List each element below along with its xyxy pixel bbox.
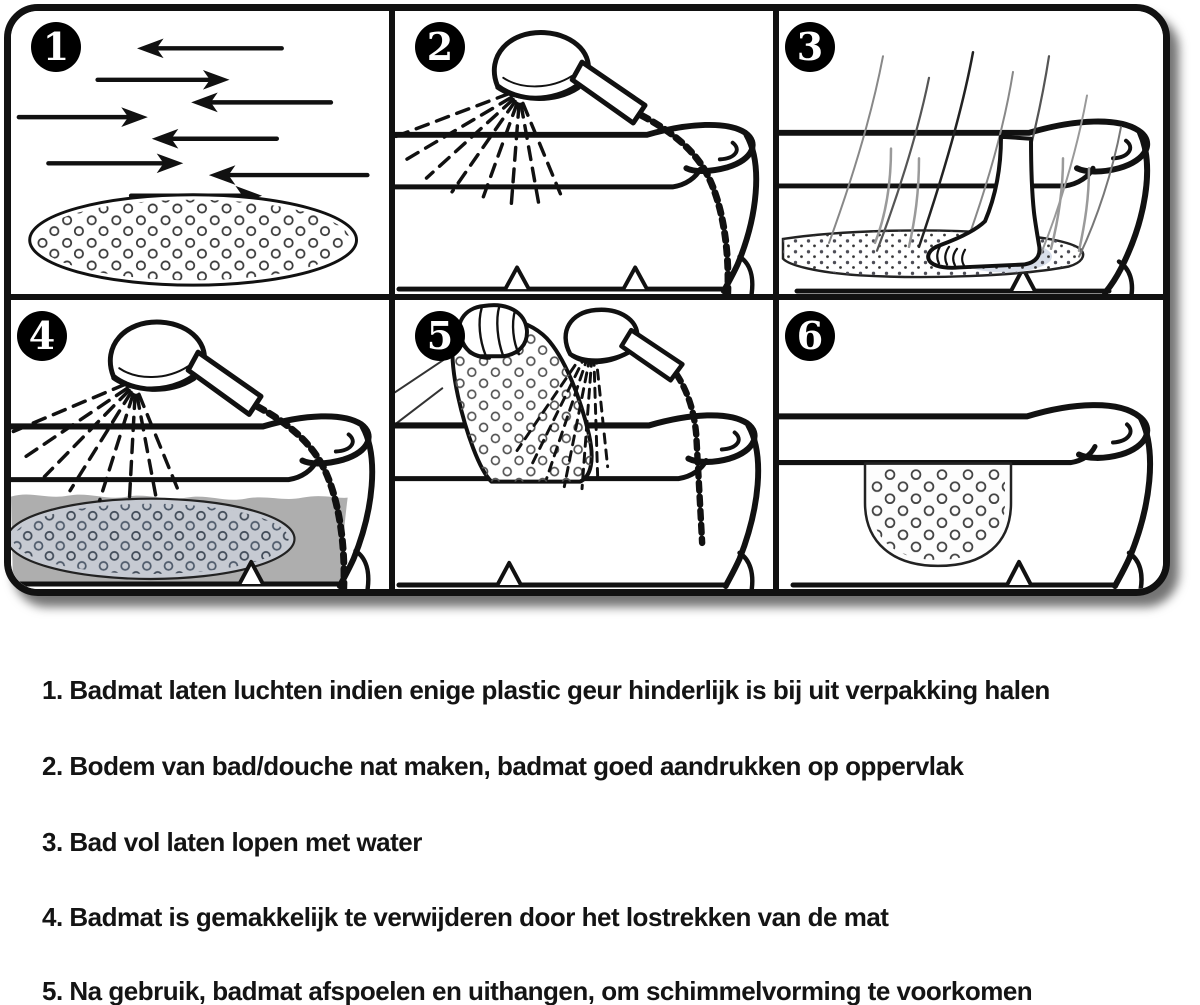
step-badge [31,22,81,72]
step-number: 6 [796,313,824,358]
panel-step-1 [11,11,395,300]
shower-hose [641,115,728,294]
instruction-line-4: 4. Badmat is gemakkelijk te verwijderen door het lostrekken van de mat [42,902,889,932]
water-spray [395,94,560,207]
step-badge [415,311,465,361]
motion-lines [395,354,452,424]
shower-head-drawing [494,33,728,294]
mat-drying-illustration [779,300,1163,589]
step-number: 2 [426,24,454,69]
panel-step-4 [11,300,395,589]
water-spray [11,384,178,504]
step-badge [17,311,67,361]
foot-drawing [928,137,1039,268]
bath-mat-drawing [865,464,1011,566]
panel-step-3 [779,11,1163,300]
instruction-figure [4,4,1170,596]
step-badge [785,22,835,72]
panel-step-2 [395,11,779,300]
water-fill [11,495,348,584]
step-badge [785,311,835,361]
instruction-line-1: 1. Badmat laten luchten indien enige plastic geur hinderlijk is bij uit verpakking halen [42,675,1050,705]
falling-water-streams [829,52,1121,256]
step-number: 1 [42,24,70,69]
step-number: 3 [796,24,824,69]
instruction-line-2: 2. Bodem van bad/douche nat maken, badmat goed aandrukken op oppervlak [42,751,964,781]
feet-on-mat-illustration [779,11,1163,294]
instruction-line-5: 5. Na gebruik, badmat afspoelen en uithangen, om schimmelvorming te voorkomen [42,976,1033,1005]
bath-mat-drawing [30,195,357,285]
hand-fist-drawing [459,305,527,358]
step-badge [415,22,465,72]
bathtub-drawing [395,125,756,294]
step-number: 4 [28,313,56,358]
step-number: 5 [426,313,454,358]
panel-step-6 [779,300,1163,589]
shower-filled-tub-illustration [11,300,389,589]
instruction-line-3: 3. Bad vol laten lopen met water [42,827,422,857]
panel-step-5 [395,300,779,589]
